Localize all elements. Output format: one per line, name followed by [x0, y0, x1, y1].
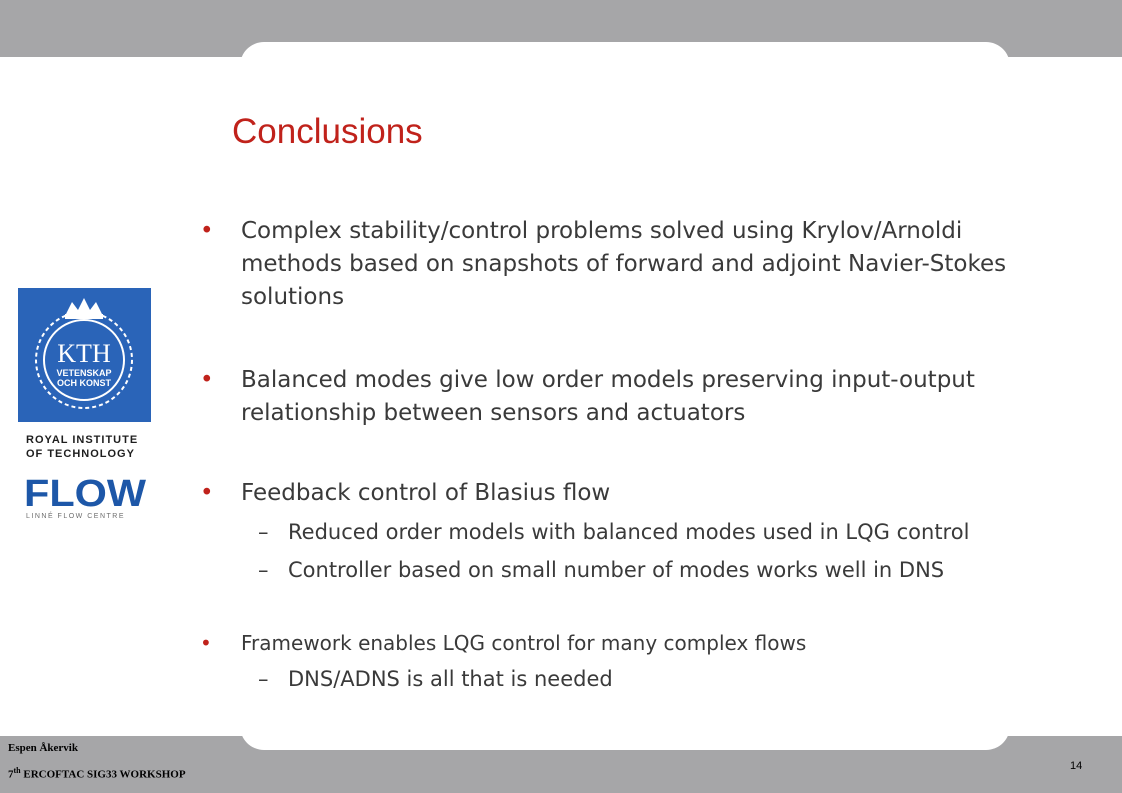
svg-text:FLOW: FLOW — [24, 474, 147, 515]
bullet-text: Complex stability/control problems solved using Krylov/Arnoldi methods based on snapshots of forward and adjoint Navier-Stokes solutions — [241, 218, 1007, 310]
slide-title: Conclusions — [232, 112, 423, 151]
flow-logo — [24, 474, 148, 520]
footer-workshop: 7th ERCOFTAC SIG33 WORKSHOP — [8, 766, 186, 781]
kth-name-line2: OF TECHNOLOGY — [26, 448, 135, 460]
sub-bullet-text: Controller based on small number of modes works well in DNS — [288, 558, 945, 582]
sub-bullet-text: DNS/ADNS is all that is needed — [288, 667, 613, 691]
bullet-text: Balanced modes give low order models preserving input-output relationship between sensors and actuators — [241, 367, 975, 426]
svg-text:VETENSKAP: VETENSKAP — [56, 368, 112, 378]
bullet-dot-icon: • — [200, 367, 214, 393]
bullet-text: Feedback control of Blasius flow — [241, 480, 611, 506]
dash-icon: – — [258, 667, 269, 691]
svg-text:LINNÉ FLOW CENTRE: LINNÉ FLOW CENTRE — [26, 513, 126, 520]
kth-emblem-icon — [18, 288, 151, 422]
bullet-krylov — [200, 215, 1040, 314]
footer-author: Espen Åkervik — [8, 742, 78, 754]
dash-icon: – — [258, 558, 269, 582]
svg-text:OCH KONST: OCH KONST — [57, 378, 111, 388]
kth-name-line1: ROYAL INSTITUTE — [26, 434, 139, 446]
bullet-text: Framework enables LQG control for many complex flows — [241, 631, 807, 655]
dash-icon: – — [258, 520, 269, 544]
sub-bullet-text: Reduced order models with balanced modes used in LQG control — [288, 520, 970, 544]
bullet-framework — [200, 628, 1000, 658]
bullet-dot-icon: • — [200, 631, 212, 655]
svg-text:KTH: KTH — [57, 339, 111, 368]
bullet-balanced-modes — [200, 364, 980, 430]
sub-bullet-dns-adns — [258, 664, 958, 694]
page-number: 14 — [1070, 760, 1083, 772]
sub-bullet-controller — [258, 555, 1098, 585]
kth-name — [26, 433, 156, 461]
kth-logo — [18, 288, 151, 422]
bullet-dot-icon: • — [200, 480, 214, 506]
bullet-dot-icon: • — [200, 218, 214, 244]
sub-bullet-reduced-models — [258, 517, 1098, 547]
bullet-feedback-control — [200, 477, 980, 510]
